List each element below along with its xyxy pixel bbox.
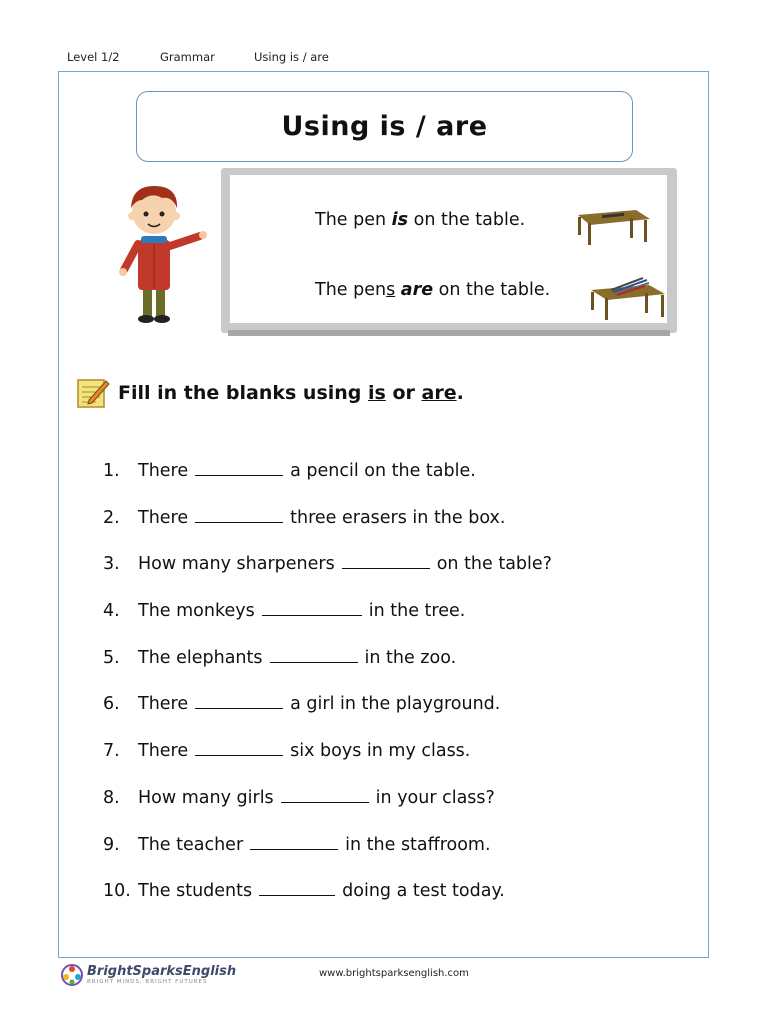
question-pre: How many girls <box>138 788 274 808</box>
footer-logo <box>60 963 236 987</box>
question-pre: There <box>138 508 189 528</box>
instruction-option-are: are <box>421 382 457 404</box>
answer-blank[interactable] <box>195 504 283 523</box>
question-number: 1. <box>103 461 120 481</box>
answer-blank[interactable] <box>262 597 362 616</box>
list-item <box>103 736 470 766</box>
answer-blank[interactable] <box>259 877 335 896</box>
question-post: in your class? <box>375 788 495 808</box>
question-pre: There <box>138 461 189 481</box>
whiteboard-tray <box>228 330 670 336</box>
list-item <box>103 596 465 626</box>
instruction-option-is: is <box>368 382 386 404</box>
table-icon <box>570 205 652 247</box>
list-item <box>103 876 505 906</box>
answer-blank[interactable] <box>195 737 283 756</box>
answer-blank[interactable] <box>270 644 358 663</box>
whiteboard <box>221 168 677 333</box>
answer-blank[interactable] <box>195 690 283 709</box>
question-pre: There <box>138 741 189 761</box>
level-label: Level 1/2 <box>67 50 120 64</box>
example-sentence-1 <box>315 210 525 230</box>
question-post: on the table? <box>436 554 552 574</box>
title-box <box>136 91 633 162</box>
page-title: Using is / are <box>281 111 488 142</box>
question-number: 8. <box>103 788 120 808</box>
list-item <box>103 689 500 719</box>
example-2-post: on the table. <box>433 280 551 300</box>
answer-blank[interactable] <box>195 457 283 476</box>
question-post: a pencil on the table. <box>290 461 476 481</box>
question-post: in the staffroom. <box>345 835 491 855</box>
question-post: doing a test today. <box>342 881 505 901</box>
question-post: six boys in my class. <box>290 741 471 761</box>
example-2-plural-s: s <box>386 280 396 300</box>
question-number: 3. <box>103 554 120 574</box>
answer-blank[interactable] <box>250 831 338 850</box>
question-pre: The students <box>138 881 253 901</box>
example-2-verb: are <box>400 280 434 300</box>
list-item <box>103 503 505 533</box>
table-icon <box>585 270 669 322</box>
question-number: 9. <box>103 835 120 855</box>
footer-tagline: BRIGHT MINDS, BRIGHT FUTURES <box>87 979 208 986</box>
instruction <box>76 376 464 410</box>
brightsparks-logo-icon <box>60 963 84 987</box>
question-post: three erasers in the box. <box>290 508 506 528</box>
question-number: 10. <box>103 881 131 901</box>
question-number: 5. <box>103 648 120 668</box>
instruction-or: or <box>385 382 422 404</box>
question-number: 7. <box>103 741 120 761</box>
question-number: 4. <box>103 601 120 621</box>
question-number: 2. <box>103 508 120 528</box>
question-number: 6. <box>103 694 120 714</box>
question-post: in the tree. <box>368 601 466 621</box>
notepad-pencil-icon <box>76 377 110 409</box>
footer-brand: BrightSparksEnglish <box>87 963 237 979</box>
instruction-period: . <box>456 382 464 404</box>
example-2-pre: The pen <box>315 280 387 300</box>
boy-illustration-icon <box>112 178 212 326</box>
question-post: a girl in the playground. <box>290 694 501 714</box>
question-pre: The monkeys <box>138 601 255 621</box>
list-item <box>103 643 456 673</box>
answer-blank[interactable] <box>281 784 369 803</box>
list-item <box>103 456 476 486</box>
instruction-text: Fill in the blanks using <box>118 382 362 404</box>
list-item <box>103 830 491 860</box>
example-sentence-2 <box>315 280 550 300</box>
example-1-pre: The pen <box>315 210 392 230</box>
answer-blank[interactable] <box>342 550 430 569</box>
example-1-verb: is <box>391 210 409 230</box>
topic-label: Using is / are <box>254 50 329 64</box>
list-item <box>103 783 495 813</box>
question-pre: How many sharpeners <box>138 554 335 574</box>
list-item <box>103 549 552 579</box>
question-pre: The teacher <box>138 835 244 855</box>
question-pre: There <box>138 694 189 714</box>
category-label: Grammar <box>160 50 215 64</box>
question-post: in the zoo. <box>364 648 457 668</box>
question-pre: The elephants <box>138 648 263 668</box>
footer-url[interactable]: www.brightsparksenglish.com <box>319 968 469 979</box>
example-1-post: on the table. <box>408 210 526 230</box>
